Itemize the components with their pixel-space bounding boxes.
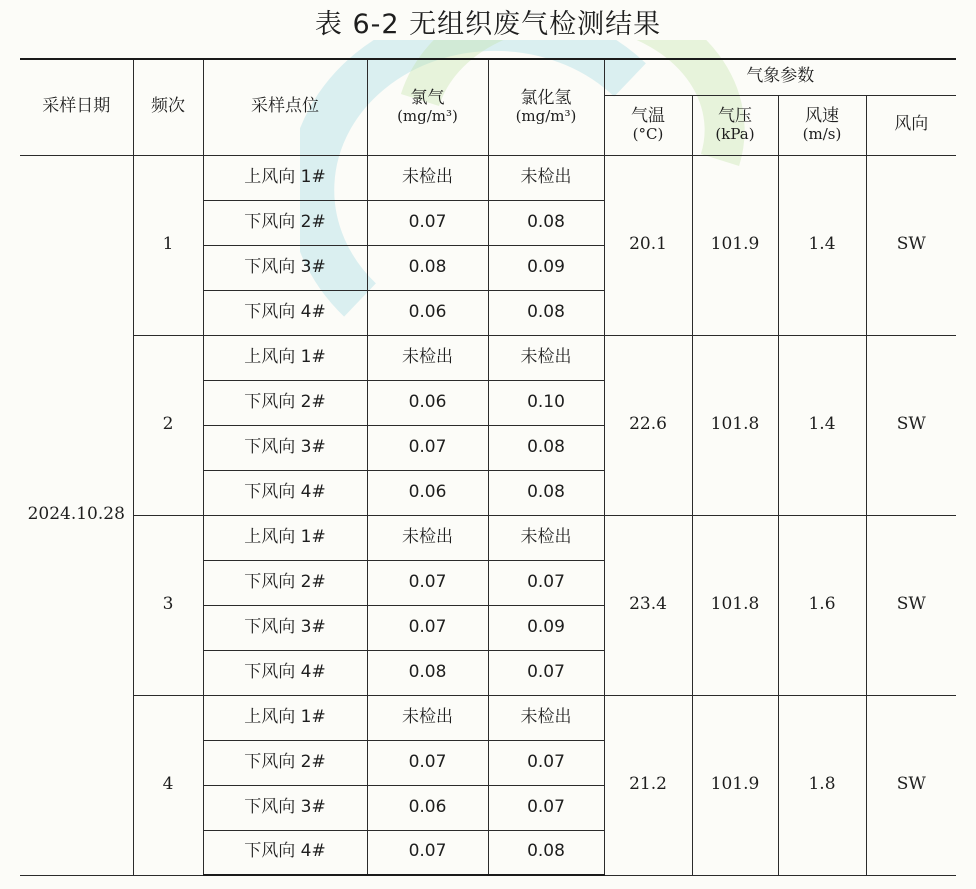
hcl-cell: 未检出 — [488, 515, 604, 560]
sampling-point-cell: 下风向 2# — [203, 560, 367, 605]
hcl-cell: 0.09 — [488, 605, 604, 650]
wind-direction-cell: SW — [866, 695, 956, 875]
header-wind-speed — [778, 95, 866, 155]
temperature-cell: 22.6 — [604, 335, 692, 515]
header-hcl-unit: (mg/m³) — [515, 107, 577, 126]
chlorine-cell: 0.06 — [367, 380, 488, 425]
chlorine-cell: 未检出 — [367, 335, 488, 380]
header-date: 采样日期 — [20, 59, 133, 155]
chlorine-cell: 0.07 — [367, 200, 488, 245]
chlorine-cell: 0.07 — [367, 560, 488, 605]
temperature-cell: 20.1 — [604, 155, 692, 335]
wind-direction-cell: SW — [866, 335, 956, 515]
header-temperature — [604, 95, 692, 155]
sampling-point-cell: 下风向 2# — [203, 380, 367, 425]
table-row — [20, 695, 956, 740]
hcl-cell: 0.07 — [488, 560, 604, 605]
header-chlorine-name: 氯气 — [410, 87, 445, 108]
table-row — [20, 515, 956, 560]
frequency-cell: 2 — [133, 335, 203, 515]
chlorine-cell: 0.08 — [367, 650, 488, 695]
wind-speed-cell: 1.6 — [778, 515, 866, 695]
header-row-1 — [20, 59, 956, 95]
hcl-cell: 0.08 — [488, 290, 604, 335]
sampling-point-cell: 上风向 1# — [203, 335, 367, 380]
sampling-point-cell: 下风向 4# — [203, 470, 367, 515]
hcl-cell: 0.08 — [488, 200, 604, 245]
hcl-cell: 未检出 — [488, 155, 604, 200]
chlorine-cell: 0.06 — [367, 290, 488, 335]
wind-direction-cell: SW — [866, 155, 956, 335]
emission-results-table — [20, 58, 956, 876]
wind-direction-cell: SW — [866, 515, 956, 695]
hcl-cell: 0.08 — [488, 425, 604, 470]
frequency-cell: 3 — [133, 515, 203, 695]
chlorine-cell: 未检出 — [367, 695, 488, 740]
header-temperature-name: 气温 — [631, 105, 665, 126]
chlorine-cell: 0.08 — [367, 245, 488, 290]
header-weather-params: 气象参数 — [604, 59, 956, 95]
chlorine-cell: 0.07 — [367, 605, 488, 650]
hcl-cell: 未检出 — [488, 695, 604, 740]
sampling-point-cell: 下风向 3# — [203, 605, 367, 650]
sampling-point-cell: 下风向 4# — [203, 290, 367, 335]
header-wind-speed-name: 风速 — [805, 105, 839, 126]
chlorine-cell: 0.07 — [367, 830, 488, 875]
header-pressure — [692, 95, 778, 155]
hcl-cell: 未检出 — [488, 335, 604, 380]
chlorine-cell: 未检出 — [367, 515, 488, 560]
sampling-date: 2024.10.28 — [20, 155, 133, 875]
chlorine-cell: 0.07 — [367, 425, 488, 470]
wind-speed-cell: 1.8 — [778, 695, 866, 875]
hcl-cell: 0.07 — [488, 785, 604, 830]
hcl-cell: 0.08 — [488, 830, 604, 875]
pressure-cell: 101.8 — [692, 335, 778, 515]
sampling-point-cell: 上风向 1# — [203, 695, 367, 740]
header-frequency: 频次 — [133, 59, 203, 155]
header-chlorine-unit: (mg/m³) — [397, 107, 458, 126]
header-pressure-name: 气压 — [718, 105, 752, 126]
chlorine-cell: 0.07 — [367, 740, 488, 785]
header-wind-direction: 风向 — [866, 95, 956, 155]
temperature-cell: 23.4 — [604, 515, 692, 695]
pressure-cell: 101.9 — [692, 155, 778, 335]
table-row — [20, 335, 956, 380]
header-sampling-point: 采样点位 — [203, 59, 367, 155]
header-chlorine — [367, 59, 488, 155]
sampling-point-cell: 上风向 1# — [203, 515, 367, 560]
table-title: 表 6-2 无组织废气检测结果 — [314, 9, 662, 40]
hcl-cell: 0.10 — [488, 380, 604, 425]
header-temperature-unit: (°C) — [632, 125, 664, 144]
header-wind-speed-unit: (m/s) — [802, 125, 842, 144]
hcl-cell: 0.07 — [488, 740, 604, 785]
chlorine-cell: 0.06 — [367, 470, 488, 515]
sampling-point-cell: 下风向 4# — [203, 650, 367, 695]
temperature-cell: 21.2 — [604, 695, 692, 875]
sampling-point-cell: 下风向 2# — [203, 740, 367, 785]
sampling-point-cell: 下风向 3# — [203, 785, 367, 830]
sampling-point-cell: 下风向 2# — [203, 200, 367, 245]
chlorine-cell: 未检出 — [367, 155, 488, 200]
pressure-cell: 101.9 — [692, 695, 778, 875]
pressure-cell: 101.8 — [692, 515, 778, 695]
wind-speed-cell: 1.4 — [778, 335, 866, 515]
hcl-cell: 0.09 — [488, 245, 604, 290]
table-row — [20, 155, 956, 200]
header-hcl-name: 氯化氢 — [520, 87, 572, 108]
chlorine-cell: 0.06 — [367, 785, 488, 830]
sampling-point-cell: 下风向 3# — [203, 245, 367, 290]
sampling-point-cell: 下风向 4# — [203, 830, 367, 875]
hcl-cell: 0.07 — [488, 650, 604, 695]
wind-speed-cell: 1.4 — [778, 155, 866, 335]
frequency-cell: 4 — [133, 695, 203, 875]
sampling-point-cell: 上风向 1# — [203, 155, 367, 200]
header-pressure-unit: (kPa) — [715, 125, 755, 144]
sampling-point-cell: 下风向 3# — [203, 425, 367, 470]
header-hcl — [488, 59, 604, 155]
frequency-cell: 1 — [133, 155, 203, 335]
hcl-cell: 0.08 — [488, 470, 604, 515]
